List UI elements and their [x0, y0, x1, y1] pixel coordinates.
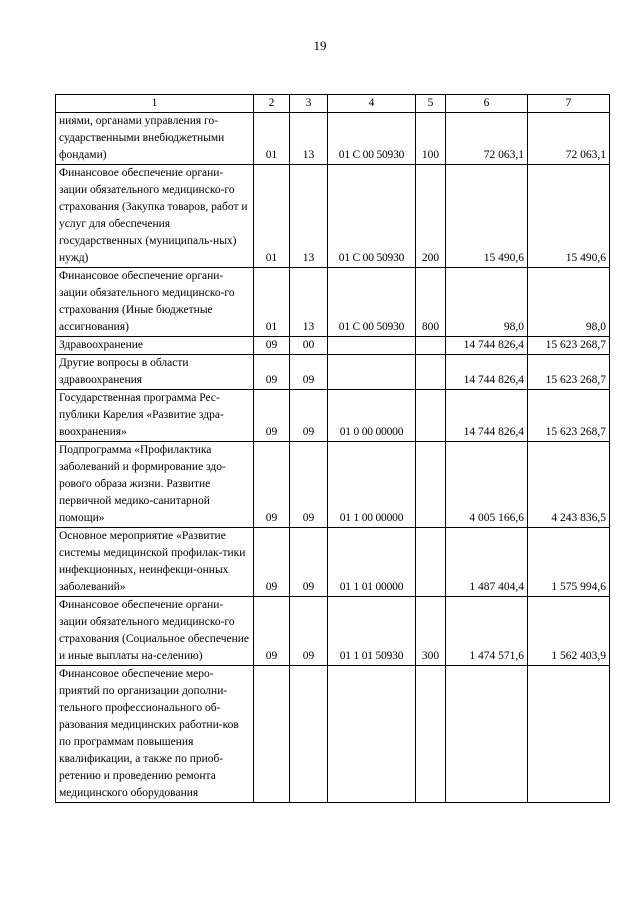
target-article-code: 01 С 00 50930: [328, 165, 416, 268]
table-row: [56, 355, 610, 390]
subsection-code: 13: [290, 165, 328, 268]
column-header: 4: [328, 95, 416, 113]
amount-year-2: 15 623 268,7: [528, 390, 610, 442]
table-row: [56, 268, 610, 337]
target-article-code: [328, 337, 416, 355]
expense-type-code: [416, 442, 446, 528]
subsection-code: 09: [290, 528, 328, 597]
table-row: [56, 666, 610, 803]
row-description: Здравоохранение: [56, 337, 254, 355]
amount-year-1: 72 063,1: [446, 113, 528, 165]
amount-year-2: 15 490,6: [528, 165, 610, 268]
header-row: [56, 95, 610, 113]
column-header: 1: [56, 95, 254, 113]
amount-year-1: 1 487 404,4: [446, 528, 528, 597]
amount-year-1: [446, 666, 528, 803]
amount-year-2: 15 623 268,7: [528, 355, 610, 390]
amount-year-1: 14 744 826,4: [446, 390, 528, 442]
target-article-code: 01 0 00 00000: [328, 390, 416, 442]
row-description: Другие вопросы в области здравоохранения: [56, 355, 254, 390]
table-row: [56, 390, 610, 442]
target-article-code: 01 С 00 50930: [328, 113, 416, 165]
subsection-code: 00: [290, 337, 328, 355]
section-code: 09: [254, 390, 290, 442]
row-description: Подпрограмма «Профилактика заболеваний и формирование здо-рового образа жизни. Развитие первичной медико-санитарной помощи»: [56, 442, 254, 528]
row-description: Основное мероприятие «Развитие системы медицинской профилак-тики инфекционных, неинфекци-онных заболеваний»: [56, 528, 254, 597]
section-code: 01: [254, 165, 290, 268]
target-article-code: 01 1 01 00000: [328, 528, 416, 597]
subsection-code: 09: [290, 442, 328, 528]
table-row: [56, 528, 610, 597]
amount-year-2: 1 562 403,9: [528, 597, 610, 666]
subsection-code: 09: [290, 597, 328, 666]
column-header: 3: [290, 95, 328, 113]
expense-type-code: [416, 337, 446, 355]
expense-type-code: 800: [416, 268, 446, 337]
column-header: 5: [416, 95, 446, 113]
section-code: 09: [254, 597, 290, 666]
subsection-code: 09: [290, 390, 328, 442]
page-number: 19: [313, 38, 327, 53]
table-row: [56, 442, 610, 528]
amount-year-1: 4 005 166,6: [446, 442, 528, 528]
target-article-code: [328, 355, 416, 390]
target-article-code: 01 1 01 50930: [328, 597, 416, 666]
amount-year-2: 4 243 836,5: [528, 442, 610, 528]
amount-year-1: 14 744 826,4: [446, 337, 528, 355]
expense-type-code: 300: [416, 597, 446, 666]
expense-type-code: [416, 355, 446, 390]
section-code: 01: [254, 268, 290, 337]
amount-year-2: 72 063,1: [528, 113, 610, 165]
subsection-code: 09: [290, 355, 328, 390]
amount-year-2: 15 623 268,7: [528, 337, 610, 355]
table-row: [56, 337, 610, 355]
expense-type-code: [416, 390, 446, 442]
row-description: ниями, органами управления го-сударственными внебюджетными фондами): [56, 113, 254, 165]
budget-table: [55, 94, 610, 803]
expense-type-code: 100: [416, 113, 446, 165]
section-code: 09: [254, 442, 290, 528]
column-header: 6: [446, 95, 528, 113]
section-code: 09: [254, 337, 290, 355]
amount-year-2: [528, 666, 610, 803]
column-header: 2: [254, 95, 290, 113]
section-code: 01: [254, 113, 290, 165]
subsection-code: 13: [290, 113, 328, 165]
section-code: 09: [254, 528, 290, 597]
amount-year-1: 14 744 826,4: [446, 355, 528, 390]
target-article-code: 01 С 00 50930: [328, 268, 416, 337]
amount-year-1: 15 490,6: [446, 165, 528, 268]
column-header: 7: [528, 95, 610, 113]
subsection-code: [290, 666, 328, 803]
amount-year-1: 98,0: [446, 268, 528, 337]
row-description: Финансовое обеспечение органи-зации обязательного медицинско-го страхования (Социальное обеспечение и иные выплаты на-селению): [56, 597, 254, 666]
section-code: [254, 666, 290, 803]
target-article-code: 01 1 00 00000: [328, 442, 416, 528]
expense-type-code: [416, 528, 446, 597]
row-description: Финансовое обеспечение органи-зации обязательного медицинско-го страхования (Закупка товаров, работ и услуг для обеспечения государственных (муниципаль-ных) нужд): [56, 165, 254, 268]
table-row: [56, 113, 610, 165]
amount-year-2: 98,0: [528, 268, 610, 337]
expense-type-code: [416, 666, 446, 803]
subsection-code: 13: [290, 268, 328, 337]
row-description: Финансовое обеспечение меро-приятий по организации дополни-тельного профессионального об-разования медицинских работни-ков по программам повышения квалификации, а также по приоб-ретению и проведению ремонта медицинского оборудования: [56, 666, 254, 803]
amount-year-1: 1 474 571,6: [446, 597, 528, 666]
table-row: [56, 597, 610, 666]
table-row: [56, 165, 610, 268]
section-code: 09: [254, 355, 290, 390]
expense-type-code: 200: [416, 165, 446, 268]
amount-year-2: 1 575 994,6: [528, 528, 610, 597]
row-description: Финансовое обеспечение органи-зации обязательного медицинско-го страхования (Иные бюджетные ассигнования): [56, 268, 254, 337]
row-description: Государственная программа Рес-публики Карелия «Развитие здра-воохранения»: [56, 390, 254, 442]
target-article-code: [328, 666, 416, 803]
